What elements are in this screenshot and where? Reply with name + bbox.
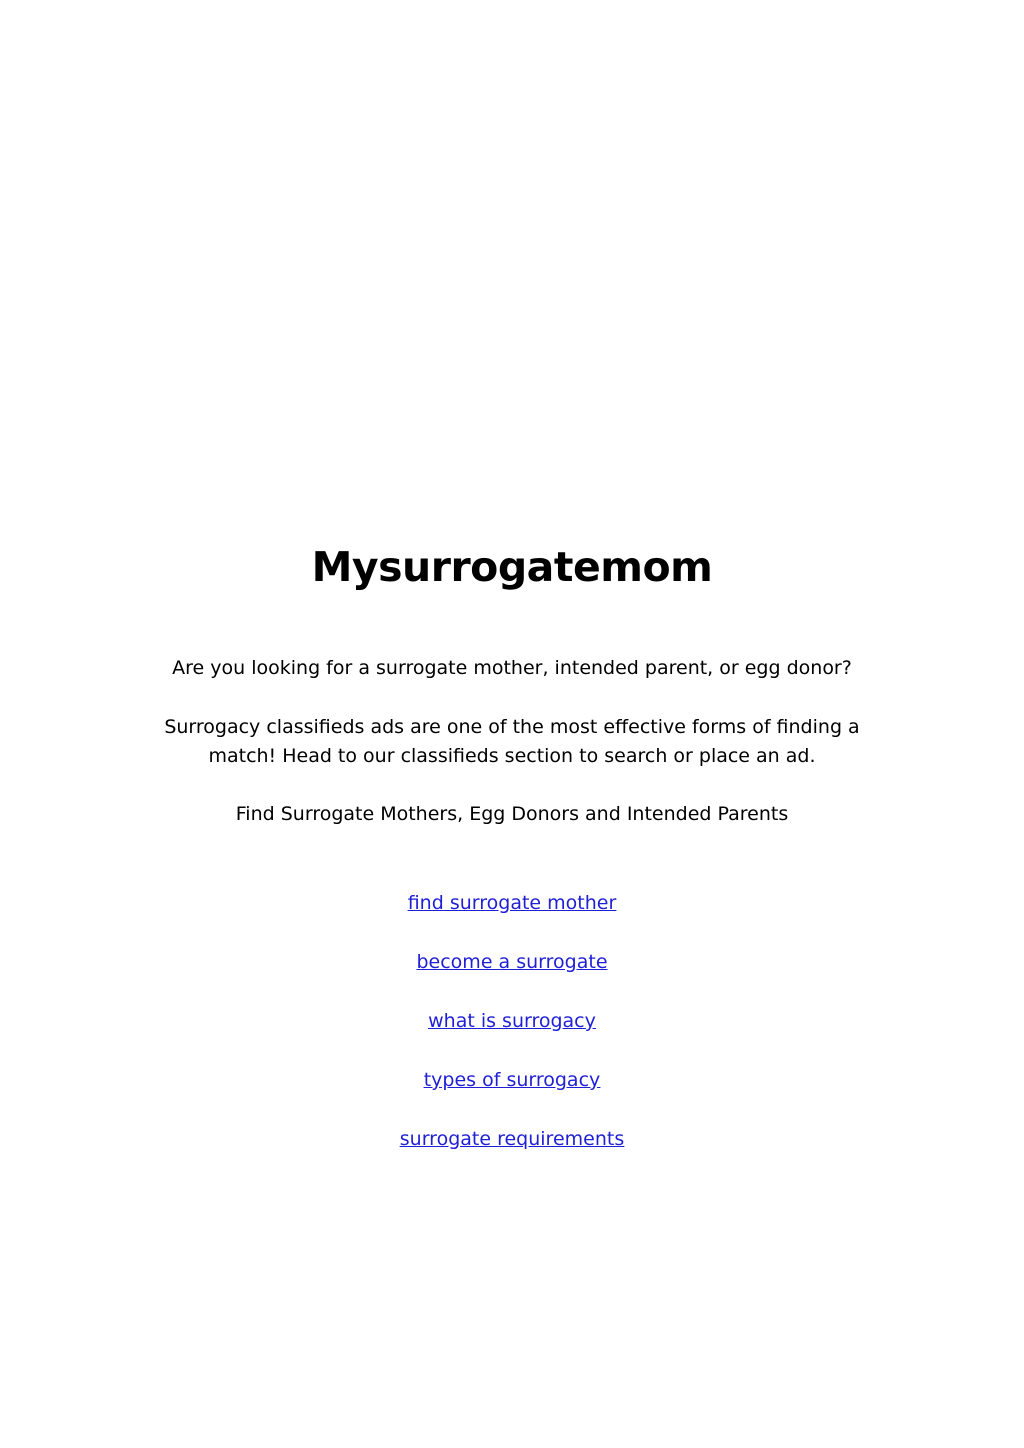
link-become-a-surrogate[interactable]: become a surrogate xyxy=(416,951,608,973)
link-what-is-surrogacy[interactable]: what is surrogacy xyxy=(428,1010,596,1032)
link-what-is-surrogacy-row xyxy=(112,1007,912,1036)
link-become-a-surrogate-row xyxy=(112,948,912,977)
intro-question: Are you looking for a surrogate mother, intended parent, or egg donor? xyxy=(172,657,852,679)
link-find-surrogate-mother-row xyxy=(112,889,912,918)
link-types-of-surrogacy-row xyxy=(112,1066,912,1095)
link-find-surrogate-mother[interactable]: find surrogate mother xyxy=(407,892,617,914)
page-title: Mysurrogatemom xyxy=(311,543,713,591)
link-surrogate-requirements-row xyxy=(112,1125,912,1154)
classifieds-paragraph: Surrogacy classifieds ads are one of the most effective forms of finding a match! Head to our classifieds section to search or place an ad. xyxy=(164,716,860,767)
link-types-of-surrogacy[interactable]: types of surrogacy xyxy=(423,1069,601,1091)
link-surrogate-requirements[interactable]: surrogate requirements xyxy=(399,1128,625,1150)
find-tagline: Find Surrogate Mothers, Egg Donors and Intended Parents xyxy=(235,803,789,825)
